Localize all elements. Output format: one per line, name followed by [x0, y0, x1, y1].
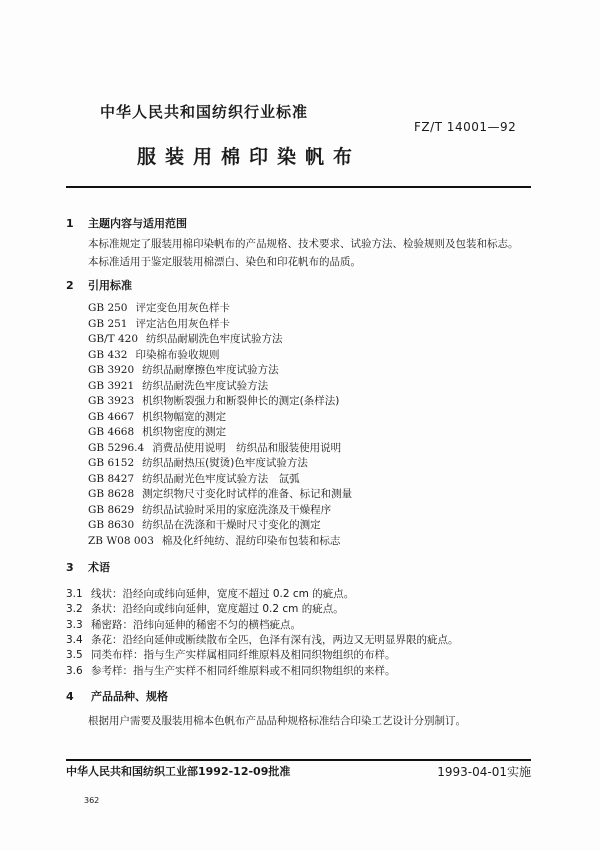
term-item — [66, 617, 301, 632]
reference-code: GB 3923 — [88, 395, 135, 407]
reference-title: 纺织品耐洗色牢度试验方法 — [142, 379, 269, 392]
term-item — [66, 601, 344, 616]
reference-title: 纺织品耐热压(熨烫)色牢度试验方法 — [142, 457, 308, 469]
term-number: 3.1 — [66, 588, 83, 600]
reference-item — [88, 409, 226, 424]
reference-title: 纺织品耐光色牢度试验方法 氙弧 — [142, 472, 300, 485]
reference-code: GB 8628 — [88, 488, 135, 500]
reference-title: 评定变色用灰色样卡 — [135, 302, 230, 314]
approval-date: 中华人民共和国纺织工业部1992-12-09批准 — [66, 765, 291, 778]
reference-title: 纺织品试验时采用的家庭洗涤及干燥程序 — [142, 503, 332, 516]
reference-item — [88, 471, 300, 486]
term-number: 3.6 — [66, 664, 83, 677]
paragraph: 根据用户需要及服装用棉本色帆布产品品种规格标准结合印染工艺设计分别制订。 — [88, 715, 466, 727]
reference-item — [88, 533, 340, 548]
term-definition: 条状：沿经向或纬向延伸，宽度超过 0.2 cm 的疵点。 — [91, 603, 344, 616]
reference-item — [88, 424, 226, 439]
term-definition: 稀密路：沿纬向延伸的稀密不匀的横档疵点。 — [91, 618, 301, 631]
section-1-heading: 1 主题内容与适用范围 — [66, 217, 187, 230]
reference-title: 消费品使用说明 纺织品和服装使用说明 — [152, 441, 342, 454]
document-title: 服装用棉印染帆布 — [137, 146, 362, 168]
reference-code: GB 3921 — [88, 379, 135, 392]
term-number: 3.4 — [66, 633, 83, 646]
paragraph: 本标准规定了服装用棉印染帆布的产品规格、技术要求、试验方法、检验规则及包装和标志。 — [88, 238, 519, 250]
reference-item — [88, 455, 308, 470]
reference-code: GB 432 — [88, 348, 128, 361]
reference-code: GB 8630 — [88, 519, 135, 531]
reference-item — [88, 362, 279, 377]
reference-code: ZB W08 003 — [88, 534, 154, 547]
term-definition: 条花：沿经向延伸或断续散布全匹，色泽有深有浅，两边又无明显界限的疵点。 — [91, 633, 459, 646]
term-definition: 参考样：指与生产实样不相同纤维原料或不相同织物组织的来样。 — [91, 664, 396, 677]
reference-code: GB 6152 — [88, 457, 135, 469]
reference-item — [88, 300, 230, 315]
reference-title: 纺织品在洗涤和干燥时尺寸变化的测定 — [142, 519, 321, 531]
reference-item — [88, 347, 219, 362]
reference-item — [88, 331, 283, 346]
reference-code: GB 4667 — [88, 410, 135, 423]
reference-title: 棉及化纤纯纺、混纺印染布包装和标志 — [161, 534, 341, 547]
reference-title: 印染棉布验收规则 — [135, 348, 220, 361]
reference-title: 纺织品耐摩擦色牢度试验方法 — [142, 364, 279, 376]
header-rule — [66, 186, 531, 188]
reference-item — [88, 440, 341, 455]
term-item — [66, 663, 396, 678]
paragraph: 本标准适用于鉴定服装用棉漂白、染色和印花帆布的品质。 — [88, 256, 361, 268]
reference-code: GB 8629 — [88, 503, 135, 516]
term-number: 3.2 — [66, 603, 83, 616]
page-number: 362 — [84, 796, 100, 805]
term-item — [66, 586, 354, 601]
section-2-heading: 2 引用标准 — [66, 279, 132, 292]
reference-item — [88, 502, 331, 517]
term-number: 3.3 — [66, 618, 83, 631]
reference-code: GB 8427 — [88, 472, 135, 485]
term-item — [66, 647, 396, 662]
reference-item — [88, 393, 339, 408]
section-4-heading: 4 产品品种、规格 — [66, 690, 168, 703]
reference-item — [88, 517, 321, 532]
term-number: 3.5 — [66, 649, 83, 662]
term-definition: 线状：沿经向或纬向延伸，宽度不超过 0.2 cm 的疵点。 — [91, 588, 355, 600]
section-3-heading: 3 术语 — [66, 561, 110, 574]
org-title: 中华人民共和国纺织行业标准 — [100, 103, 309, 121]
reference-title: 测定织物尺寸变化时试样的准备、标记和测量 — [142, 488, 353, 500]
reference-code: GB 250 — [88, 302, 128, 314]
reference-title: 纺织品耐刷洗色牢度试验方法 — [146, 333, 283, 345]
reference-title: 机织物断裂强力和断裂伸长的测定(条样法) — [142, 395, 340, 407]
reference-title: 机织物幅宽的测定 — [142, 410, 227, 423]
term-definition: 同类布样：指与生产实样属相同纤维原料及相同织物组织的布样。 — [91, 649, 396, 662]
reference-item — [88, 486, 352, 501]
reference-code: GB 3920 — [88, 364, 135, 376]
reference-title: 机织物密度的测定 — [142, 426, 227, 438]
reference-code: GB 4668 — [88, 426, 135, 438]
reference-item — [88, 316, 230, 331]
effective-date: 1993-04-01实施 — [437, 765, 531, 779]
term-item — [66, 632, 459, 647]
standard-code: FZ/T 14001—92 — [414, 120, 517, 134]
reference-code: GB/T 420 — [88, 333, 139, 345]
reference-title: 评定沾色用灰色样卡 — [135, 317, 230, 330]
reference-code: GB 5296.4 — [88, 441, 145, 454]
reference-item — [88, 378, 268, 393]
reference-code: GB 251 — [88, 317, 128, 330]
footer-rule — [66, 759, 531, 761]
